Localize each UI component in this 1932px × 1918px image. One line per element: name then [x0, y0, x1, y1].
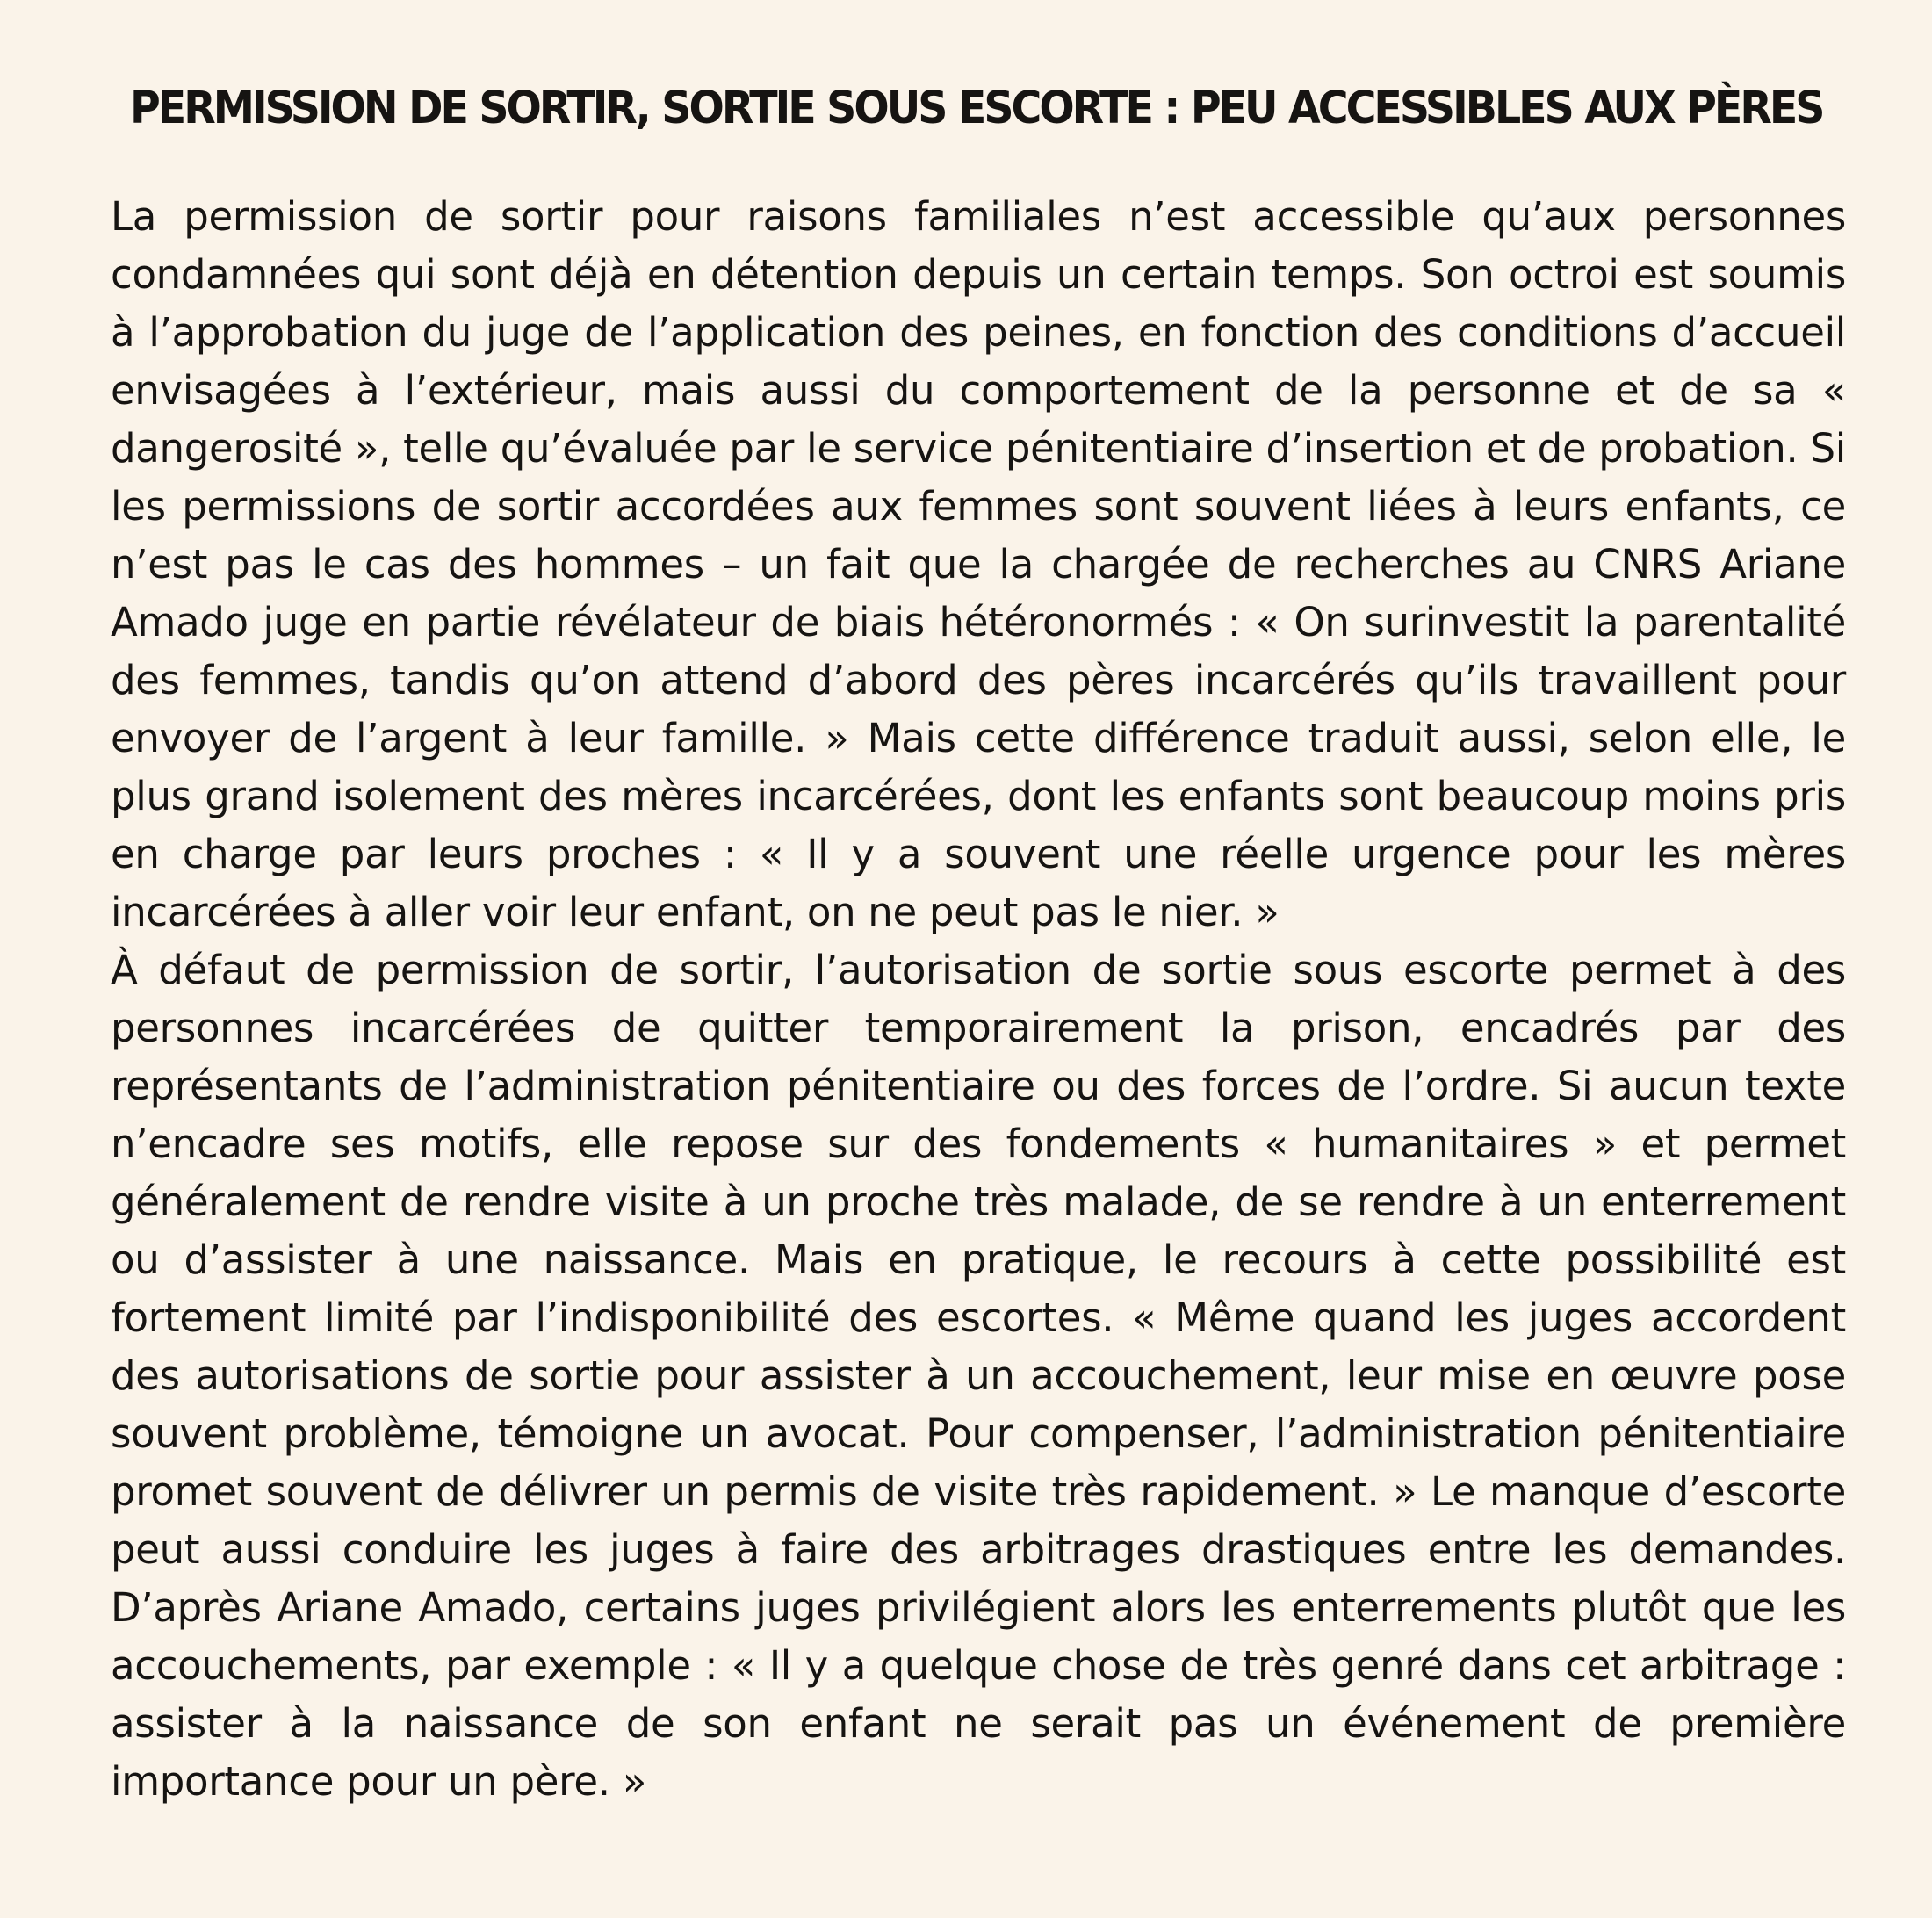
article-title: PERMISSION DE SORTIR, SORTIE SOUS ESCORTE : PEU ACCESSIBLES AUX PÈRES: [130, 83, 1823, 134]
article-body: [111, 188, 1846, 1811]
article-paragraph-2: À défaut de permission de sortir, l’autorisation de sortie sous escorte permet à des personnes incarcérées de quitter temporairement la prison, encadrés par des représentants de l’administration pénitentiaire ou des forces de l’ordre. Si aucun texte n’encadre ses motifs, elle repose sur des fondements « humanitaires » et permet généralement de rendre visite à un proche très malade, de se rendre à un enterrement ou d’assister à une naissance. Mais en pratique, le recours à cette possibilité est fortement limité par l’indisponibilité des escortes. « Même quand les juges accordent des autorisations de sortie pour assister à un accouchement, leur mise en œuvre pose souvent problème, témoigne un avocat. Pour compenser, l’administration pénitentiaire promet souvent de délivrer un permis de visite très rapidement. » Le manque d’escorte peut aussi conduire les juges à faire des arbitrages drastiques entre les demandes. D’après Ariane Amado, certains juges privilégient alors les enterrements plutôt que les accouchements, par exemple : « Il y a quelque chose de très genré dans cet arbitrage : assister à la naissance de son enfant ne serait pas un événement de première importance pour un père. »: [111, 947, 1846, 1805]
article-paragraph-1: La permission de sortir pour raisons familiales n’est accessible qu’aux personnes condamnées qui sont déjà en détention depuis un certain temps. Son octroi est soumis à l’approbation du juge de l’application des peines, en fonction des conditions d’accueil envisagées à l’extérieur, mais aussi du comportement de la personne et de sa « dangerosité », telle qu’évaluée par le service pénitentiaire d’insertion et de probation. Si les permissions de sortir accordées aux femmes sont souvent liées à leurs enfants, ce n’est pas le cas des hommes – un fait que la chargée de recherches au CNRS Ariane Amado juge en partie révélateur de biais hétéronormés : « On surinvestit la parentalité des femmes, tandis qu’on attend d’abord des pères incarcérés qu’ils travaillent pour envoyer de l’argent à leur famille. » Mais cette différence traduit aussi, selon elle, le plus grand isolement des mères incarcérées, dont les enfants sont beaucoup moins pris en charge par leurs proches : « Il y a souvent une réelle urgence pour les mères incarcérées à aller voir leur enfant, on ne peut pas le nier. »: [111, 193, 1846, 935]
